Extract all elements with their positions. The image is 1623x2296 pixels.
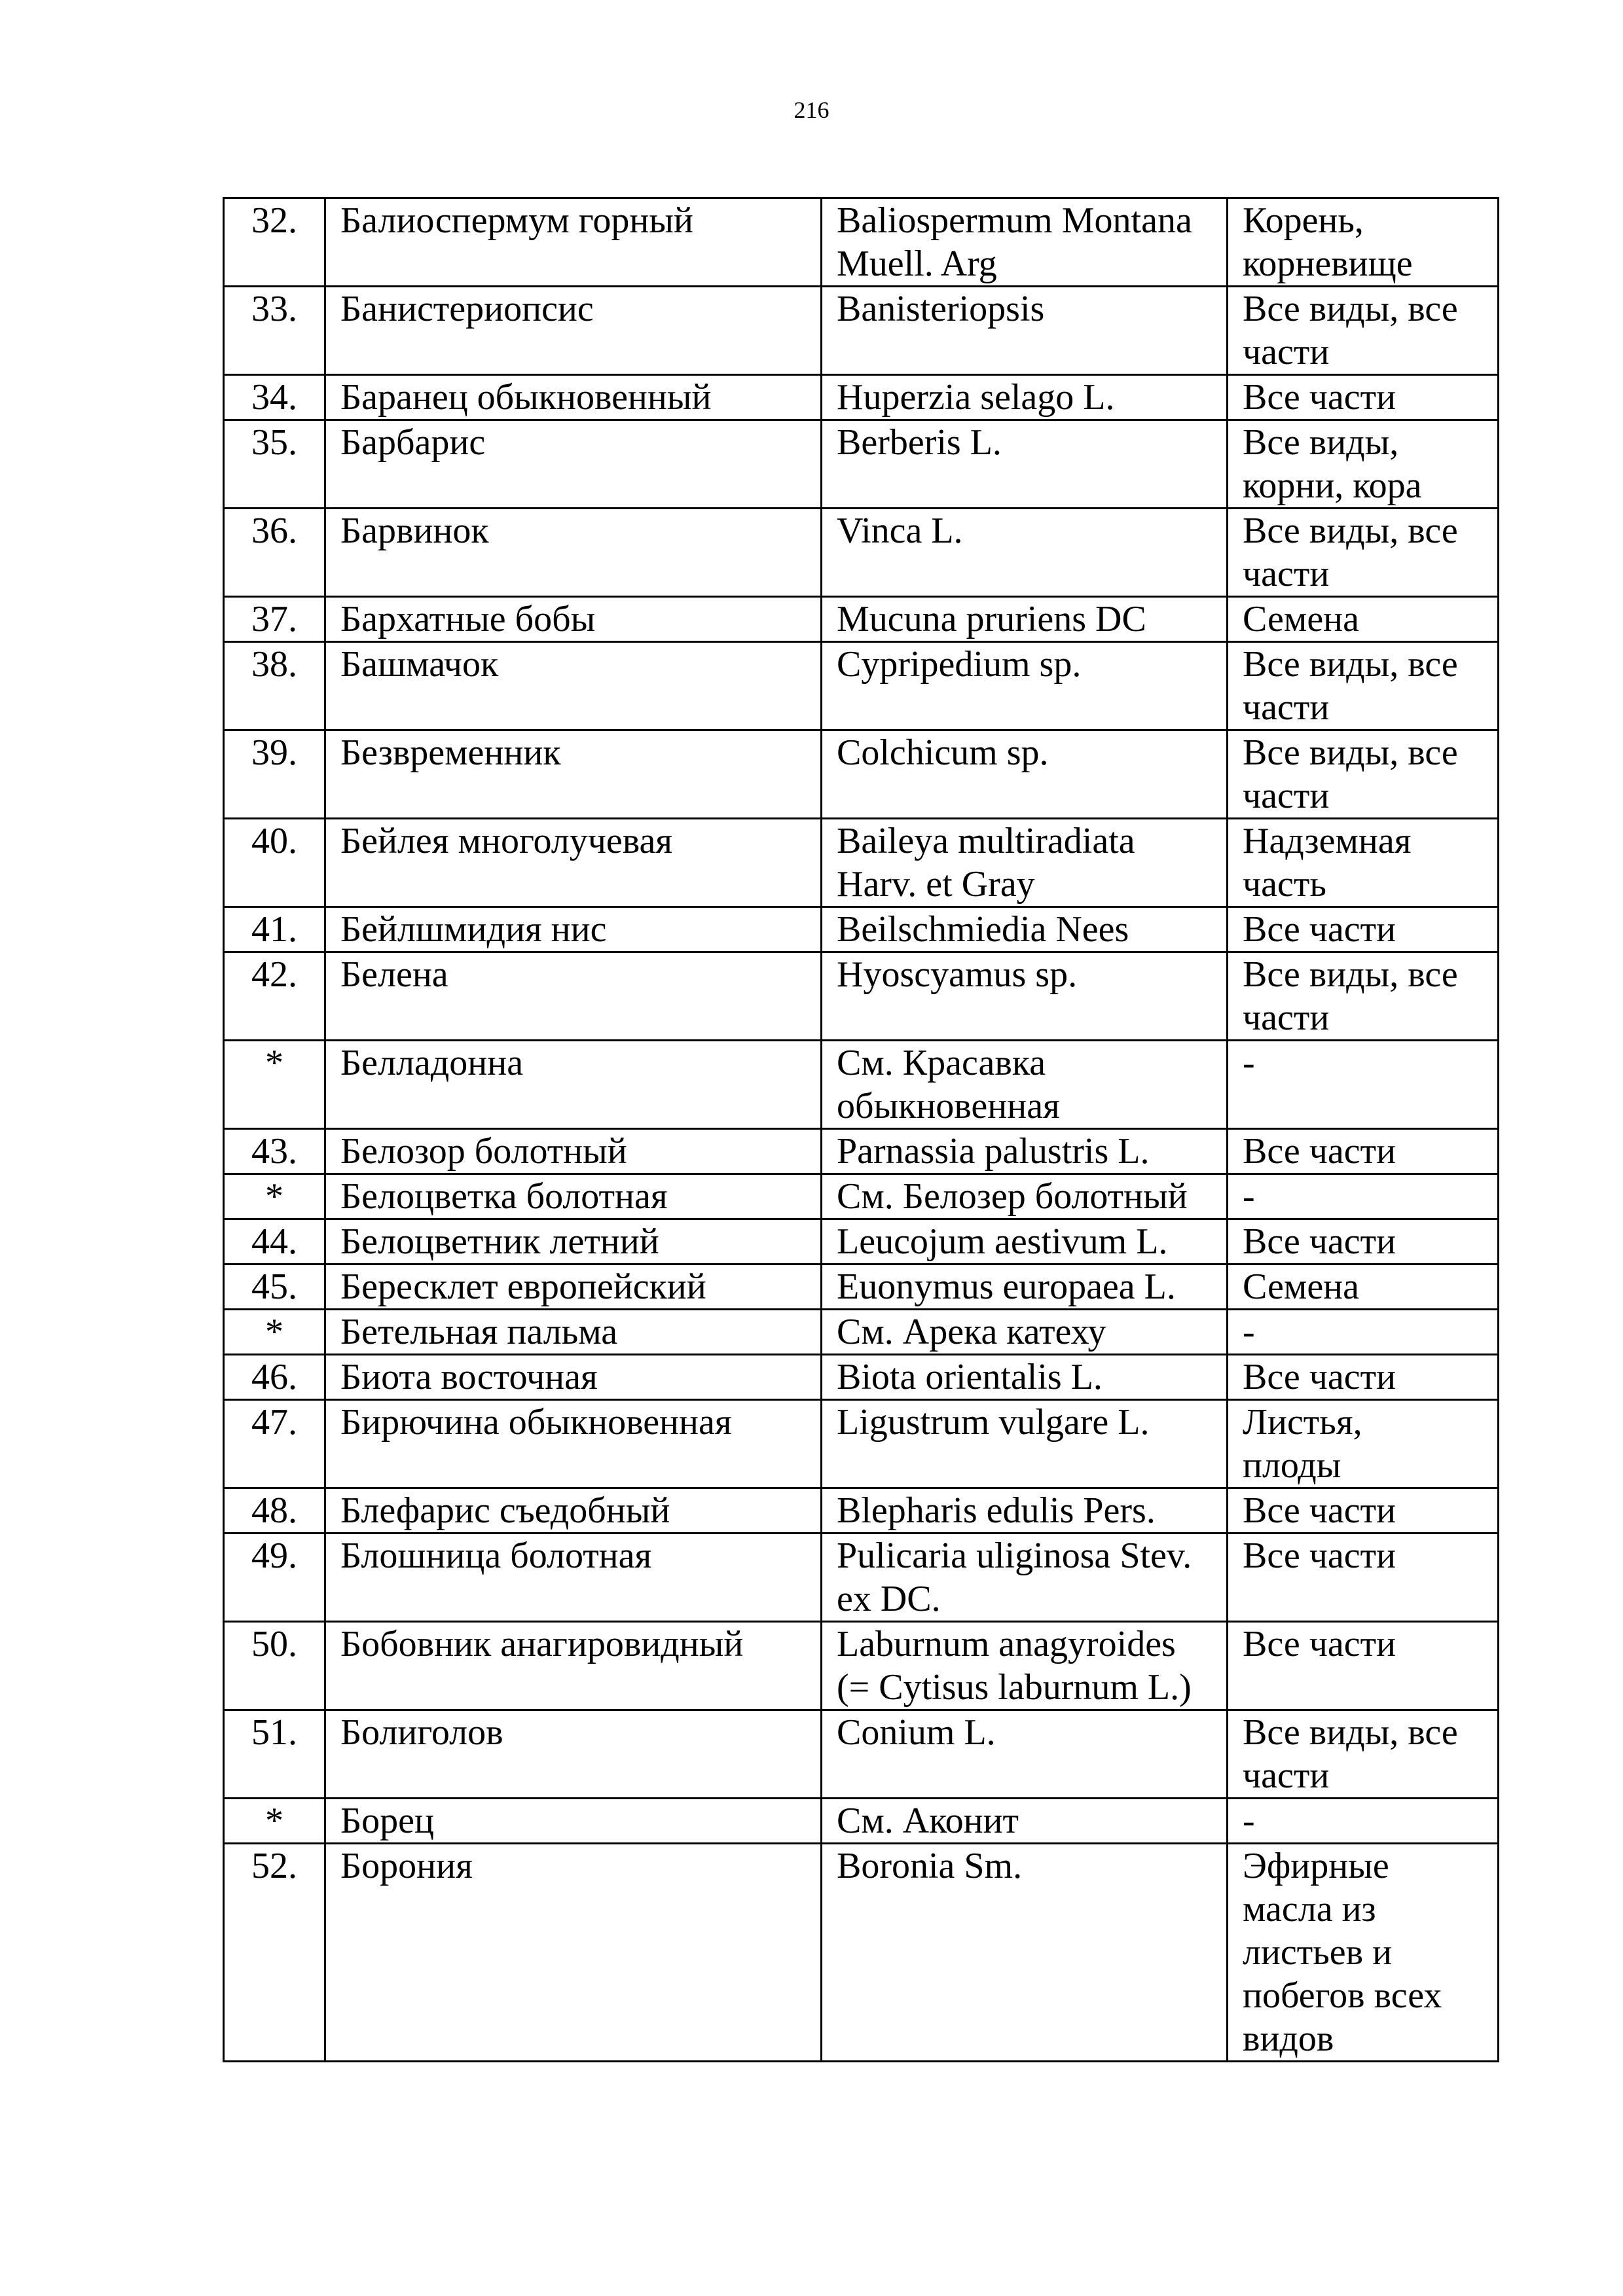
table-row [224,907,1499,952]
russian-name-line: Белозор болотный [340,1131,627,1172]
table-row [224,1400,1499,1488]
plant-part-line: Надземная [1243,821,1412,861]
plant-part-cell [1228,1534,1499,1622]
row-number-cell: 43. [224,1129,325,1174]
latin-name-line: Berberis L. [837,422,1002,463]
russian-name-cell [325,1219,822,1265]
row-number-cell: 36. [224,509,325,597]
table-row [224,1265,1499,1310]
table-row [224,952,1499,1041]
latin-name-line: Huperzia selago L. [837,377,1115,418]
row-number-cell: 33. [224,287,325,375]
latin-name-line: Biota orientalis L. [837,1357,1103,1397]
plant-part-cell [1228,1265,1499,1310]
russian-name-cell [325,1400,822,1488]
russian-name-line: Бересклет европейский [340,1266,706,1307]
russian-name-cell [325,1129,822,1174]
row-number-cell: 49. [224,1534,325,1622]
plant-part-line: Все части [1243,377,1396,418]
row-number-cell: 52. [224,1844,325,2062]
plant-part-line: видов [1243,2018,1334,2059]
latin-name-cell [822,819,1228,907]
latin-name-cell [822,1488,1228,1534]
russian-name-line: Белена [340,954,448,995]
plant-part-line: части [1243,997,1330,1038]
plant-part-cell [1228,1129,1499,1174]
latin-name-cell [822,952,1228,1041]
plant-part-cell [1228,1041,1499,1129]
latin-name-line: Muell. Arg [837,243,997,284]
russian-name-line: Бархатные бобы [340,599,596,639]
russian-name-line: Блошница болотная [340,1535,652,1576]
plants-table [223,197,1499,2062]
plant-part-line: Листья, [1243,1402,1362,1443]
row-number-cell: 51. [224,1710,325,1799]
latin-name-line: Euonymus europaea L. [837,1266,1176,1307]
table-row [224,420,1499,509]
plant-part-line: Все виды, все [1243,1712,1458,1753]
latin-name-cell [822,375,1228,420]
latin-name-cell [822,1799,1228,1844]
russian-name-line: Бирючина обыкновенная [340,1402,732,1443]
latin-name-cell [822,730,1228,819]
table-row [224,1219,1499,1265]
plant-part-line: - [1243,1176,1255,1217]
latin-name-line: Pulicaria uliginosa Stev. [837,1535,1192,1576]
plant-part-line: Все виды, все [1243,954,1458,995]
plant-part-cell [1228,1710,1499,1799]
plant-part-cell [1228,642,1499,730]
russian-name-line: Бобовник анагировидный [340,1624,744,1664]
russian-name-cell [325,1534,822,1622]
plant-part-line: Все части [1243,1535,1396,1576]
russian-name-cell [325,198,822,287]
latin-name-line: См. Аконит [837,1801,1019,1841]
table-row [224,375,1499,420]
table-row [224,287,1499,375]
russian-name-cell [325,1622,822,1710]
row-number-cell: * [224,1174,325,1219]
plant-part-line: Все виды, все [1243,732,1458,773]
table-row [224,730,1499,819]
table-body [224,198,1499,2062]
plant-part-line: Все виды, [1243,422,1399,463]
plant-part-cell [1228,730,1499,819]
table-row [224,597,1499,642]
russian-name-cell [325,375,822,420]
latin-name-line: Baileya multiradiata [837,821,1135,861]
plant-part-line: части [1243,776,1330,816]
plant-part-cell [1228,1488,1499,1534]
russian-name-line: Барвинок [340,511,489,551]
latin-name-cell [822,1534,1228,1622]
latin-name-cell [822,1622,1228,1710]
plant-part-cell [1228,1799,1499,1844]
table-row [224,1488,1499,1534]
row-number-cell: 46. [224,1355,325,1400]
plant-part-cell [1228,1219,1499,1265]
latin-name-cell [822,1710,1228,1799]
table-row [224,819,1499,907]
russian-name-line: Борония [340,1846,473,1886]
russian-name-cell [325,730,822,819]
latin-name-line: Laburnum anagyroides [837,1624,1176,1664]
latin-name-cell [822,1129,1228,1174]
row-number-cell: 37. [224,597,325,642]
latin-name-line: Hyoscyamus sp. [837,954,1078,995]
plant-part-cell [1228,198,1499,287]
plant-part-cell [1228,1355,1499,1400]
russian-name-cell [325,819,822,907]
latin-name-cell [822,1400,1228,1488]
table-row [224,1622,1499,1710]
plant-part-line: Эфирные [1243,1846,1389,1886]
plant-part-line: - [1243,1801,1255,1841]
russian-name-cell [325,952,822,1041]
row-number-cell: 38. [224,642,325,730]
russian-name-cell [325,1488,822,1534]
row-number-cell: 35. [224,420,325,509]
russian-name-cell [325,1355,822,1400]
latin-name-line: См. Арека катеху [837,1312,1106,1352]
plant-part-cell [1228,597,1499,642]
table-row [224,198,1499,287]
russian-name-cell [325,420,822,509]
row-number-cell: 41. [224,907,325,952]
plant-part-line: Семена [1243,1266,1360,1307]
russian-name-line: Биота восточная [340,1357,598,1397]
plant-part-line: часть [1243,864,1326,905]
row-number-cell: 48. [224,1488,325,1534]
table-row [224,1710,1499,1799]
russian-name-line: Белладонна [340,1043,524,1083]
plant-part-line: побегов всех [1243,1975,1442,2016]
russian-name-line: Бейлшмидия нис [340,909,607,950]
plant-part-cell [1228,819,1499,907]
russian-name-line: Белоцветка болотная [340,1176,668,1217]
russian-name-cell [325,642,822,730]
latin-name-line: Blepharis edulis Pers. [837,1490,1156,1531]
russian-name-line: Блефарис съедобный [340,1490,670,1531]
russian-name-line: Барбарис [340,422,486,463]
latin-name-cell [822,509,1228,597]
plant-part-line: Все части [1243,1624,1396,1664]
plant-part-line: части [1243,332,1330,372]
plant-part-line: части [1243,554,1330,594]
latin-name-cell [822,1355,1228,1400]
plant-part-line: корневище [1243,243,1413,284]
plant-part-line: Все виды, все [1243,289,1458,329]
latin-name-cell [822,1041,1228,1129]
russian-name-line: Болиголов [340,1712,503,1753]
latin-name-line: (= Cytisus laburnum L.) [837,1667,1192,1708]
russian-name-line: Башмачок [340,644,499,685]
russian-name-line: Бетельная пальма [340,1312,618,1352]
latin-name-line: Conium L. [837,1712,996,1753]
plant-part-cell [1228,907,1499,952]
plant-part-line: Все части [1243,1357,1396,1397]
plant-part-line: масла из [1243,1889,1376,1929]
row-number-cell: 39. [224,730,325,819]
latin-name-line: См. Белозер болотный [837,1176,1188,1217]
row-number-cell: 44. [224,1219,325,1265]
russian-name-line: Борец [340,1801,434,1841]
latin-name-line: Colchicum sp. [837,732,1049,773]
plant-part-line: корни, кора [1243,465,1422,506]
latin-name-line: Baliospermum Montana [837,200,1192,241]
table-row [224,1799,1499,1844]
russian-name-line: Баранец обыкновенный [340,377,712,418]
plant-part-line: Все виды, все [1243,644,1458,685]
russian-name-cell [325,1799,822,1844]
latin-name-line: Banisteriopsis [837,289,1045,329]
table-row [224,642,1499,730]
table-row [224,1310,1499,1355]
latin-name-line: Boronia Sm. [837,1846,1023,1886]
table-row [224,1534,1499,1622]
plant-part-line: Все виды, все [1243,511,1458,551]
russian-name-line: Безвременник [340,732,561,773]
table-row [224,1041,1499,1129]
latin-name-cell [822,1219,1228,1265]
latin-name-line: Beilschmiedia Nees [837,909,1129,950]
russian-name-cell [325,509,822,597]
russian-name-cell [325,597,822,642]
page-number: 216 [793,97,830,123]
plant-part-cell [1228,952,1499,1041]
russian-name-line: Балиоспермум горный [340,200,693,241]
row-number-cell: * [224,1041,325,1129]
row-number-cell: 34. [224,375,325,420]
latin-name-cell [822,1174,1228,1219]
plant-part-cell [1228,287,1499,375]
latin-name-line: Harv. et Gray [837,864,1035,905]
row-number-cell: * [224,1310,325,1355]
latin-name-line: Vinca L. [837,511,963,551]
table-row [224,1844,1499,2062]
plant-part-cell [1228,1400,1499,1488]
row-number-cell: * [224,1799,325,1844]
latin-name-line: ex DC. [837,1579,941,1619]
latin-name-line: Leucojum aestivum L. [837,1221,1168,1262]
latin-name-line: Parnassia palustris L. [837,1131,1150,1172]
latin-name-line: Mucuna pruriens DC [837,599,1146,639]
plant-part-cell [1228,420,1499,509]
plant-part-line: - [1243,1312,1255,1352]
row-number-cell: 40. [224,819,325,907]
latin-name-cell [822,420,1228,509]
russian-name-line: Банистериопсис [340,289,594,329]
plant-part-cell [1228,1622,1499,1710]
russian-name-cell [325,1265,822,1310]
russian-name-cell [325,1844,822,2062]
latin-name-cell [822,1310,1228,1355]
plant-part-cell [1228,1844,1499,2062]
latin-name-cell [822,642,1228,730]
plant-part-line: Корень, [1243,200,1364,241]
plant-part-line: Семена [1243,599,1360,639]
latin-name-cell [822,1844,1228,2062]
plant-part-cell [1228,509,1499,597]
latin-name-line: Cypripedium sp. [837,644,1082,685]
plant-part-line: Все части [1243,1490,1396,1531]
plant-part-line: Все части [1243,909,1396,950]
latin-name-line: См. Красавка [837,1043,1046,1083]
plant-part-line: Все части [1243,1221,1396,1262]
table-row [224,1174,1499,1219]
row-number-cell: 32. [224,198,325,287]
latin-name-line: Ligustrum vulgare L. [837,1402,1150,1443]
latin-name-cell [822,597,1228,642]
plant-part-line: части [1243,687,1330,728]
latin-name-cell [822,287,1228,375]
russian-name-cell [325,1174,822,1219]
russian-name-cell [325,1041,822,1129]
russian-name-cell [325,287,822,375]
plant-part-line: плоды [1243,1445,1341,1486]
plant-part-cell [1228,375,1499,420]
plant-part-line: - [1243,1043,1255,1083]
table-row [224,1355,1499,1400]
table-row [224,509,1499,597]
plant-part-cell [1228,1174,1499,1219]
latin-name-cell [822,1265,1228,1310]
russian-name-cell [325,907,822,952]
plant-part-line: Все части [1243,1131,1396,1172]
plant-part-line: части [1243,1755,1330,1796]
latin-name-line: обыкновенная [837,1086,1060,1126]
row-number-cell: 45. [224,1265,325,1310]
row-number-cell: 47. [224,1400,325,1488]
table-row [224,1129,1499,1174]
russian-name-cell [325,1710,822,1799]
russian-name-line: Белоцветник летний [340,1221,659,1262]
plant-part-line: листьев и [1243,1932,1393,1973]
latin-name-cell [822,907,1228,952]
row-number-cell: 42. [224,952,325,1041]
row-number-cell: 50. [224,1622,325,1710]
plant-part-cell [1228,1310,1499,1355]
latin-name-cell [822,198,1228,287]
russian-name-line: Бейлея многолучевая [340,821,673,861]
russian-name-cell [325,1310,822,1355]
